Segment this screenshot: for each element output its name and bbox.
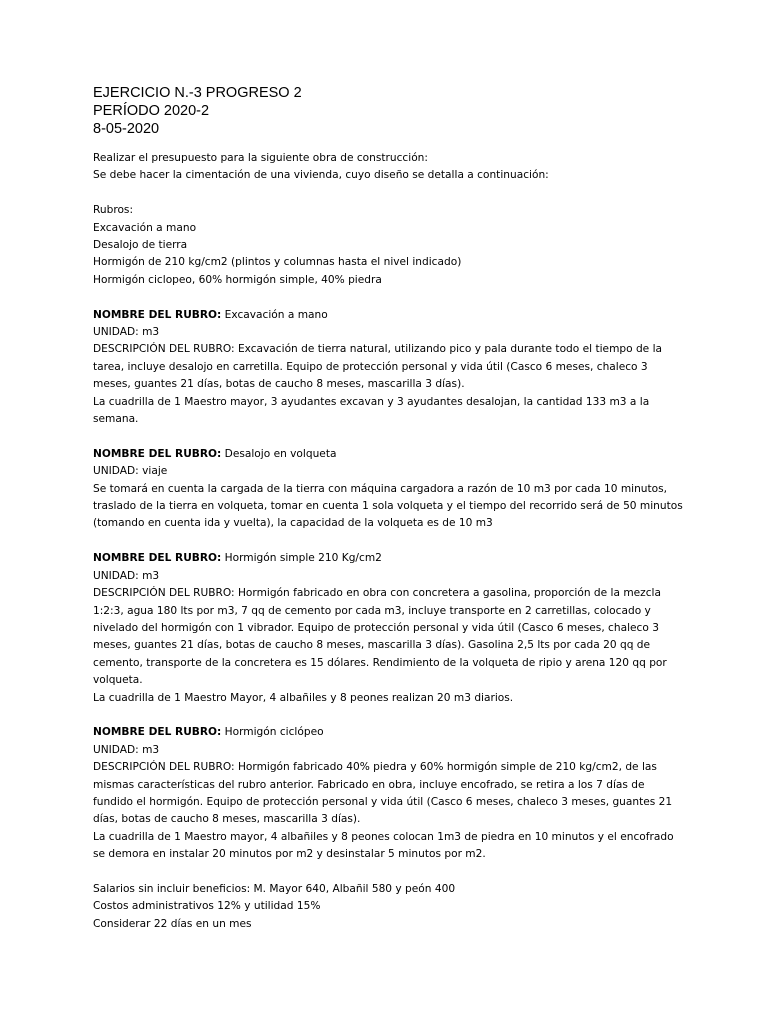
rubro-name: Hormigón ciclópeo: [221, 726, 324, 739]
rubro-title: NOMBRE DEL RUBRO: Desalojo en volqueta: [93, 447, 337, 460]
rubro-title: NOMBRE DEL RUBRO: Hormigón ciclópeo: [93, 726, 324, 739]
rubro-line: tarea, incluye desalojo en carretilla. Equipo de protección personal y vida útil (Casco 6 meses, chaleco 3: [93, 360, 648, 373]
rubros-item: Hormigón ciclopeo, 60% hormigón simple, 40% piedra: [93, 273, 382, 286]
rubro-line: fundido el hormigón. Equipo de protección personal y vida útil (Casco 6 meses, chaleco 3 meses, guantes 21: [93, 795, 673, 808]
rubro-line: La cuadrilla de 1 Maestro mayor, 4 albañiles y 8 peones colocan 1m3 de piedra en 10 minutos y el encofrado: [93, 830, 674, 843]
rubro-title: NOMBRE DEL RUBRO: Excavación a mano: [93, 308, 328, 321]
rubro-name: Hormigón simple 210 Kg/cm2: [221, 552, 382, 565]
rubro-line: volqueta.: [93, 674, 143, 687]
intro-line: Se debe hacer la cimentación de una vivienda, cuyo diseño se detalla a continuación:: [93, 169, 549, 182]
rubro-line: traslado de la tierra en volqueta, tomar en cuenta 1 sola volqueta y el tiempo del recorrido será de 50 minutos: [93, 500, 683, 513]
rubro-line: nivelado del hormigón con 1 vibrador. Equipo de protección personal y vida útil (Casco 6 meses, chaleco 3: [93, 621, 659, 634]
rubro-title: NOMBRE DEL RUBRO: Hormigón simple 210 Kg/cm2: [93, 552, 382, 565]
rubro-line: UNIDAD: m3: [93, 326, 160, 339]
exercise-title: EJERCICIO N.-3 PROGRESO 2: [93, 85, 302, 101]
costs-note: Costos administrativos 12% y utilidad 15%: [93, 900, 321, 913]
rubro-line: La cuadrilla de 1 Maestro mayor, 3 ayudantes excavan y 3 ayudantes desalojan, la cantidad 133 m3 a la: [93, 395, 650, 408]
rubro-line: se demora en instalar 20 minutos por m2 y desinstalar 5 minutos por m2.: [93, 848, 486, 861]
salaries-note: Salarios sin incluir beneficios: M. Mayor 640, Albañil 580 y peón 400: [93, 882, 456, 895]
rubro-line: semana.: [93, 413, 139, 426]
rubro-line: 1:2:3, agua 180 lts por m3, 7 qq de cemento por cada m3, incluye transporte en 2 carretillas, colocado y: [93, 604, 651, 617]
date-line: 8-05-2020: [93, 121, 160, 137]
rubro-label: NOMBRE DEL RUBRO: [93, 552, 218, 565]
rubro-line: UNIDAD: viaje: [93, 465, 168, 478]
rubro-name: Desalojo en volqueta: [221, 447, 337, 460]
rubro-line: UNIDAD: m3: [93, 569, 160, 582]
rubro-line: mismas características del rubro anterior. Fabricado en obra, incluye encofrado, se retira a los 7 días de: [93, 778, 645, 791]
rubro-label: NOMBRE DEL RUBRO: [93, 308, 218, 321]
rubros-item: Desalojo de tierra: [93, 239, 188, 252]
rubro-name: Excavación a mano: [221, 308, 328, 321]
rubro-label: NOMBRE DEL RUBRO: [93, 726, 218, 739]
rubro-line: (tomando en cuenta ida y vuelta), la capacidad de la volqueta es de 10 m3: [93, 517, 493, 530]
rubro-line: Se tomará en cuenta la cargada de la tierra con máquina cargadora a razón de 10 m3 por cada 10 minutos,: [93, 482, 668, 495]
rubro-line: UNIDAD: m3: [93, 743, 160, 756]
rubro-line: DESCRIPCIÓN DEL RUBRO: Excavación de tierra natural, utilizando pico y pala durante todo el tiempo de la: [93, 343, 663, 356]
period-line: PERÍODO 2020-2: [93, 103, 210, 119]
rubros-heading: Rubros:: [93, 204, 134, 217]
intro-line: Realizar el presupuesto para la siguiente obra de construcción:: [93, 152, 428, 164]
rubro-line: DESCRIPCIÓN DEL RUBRO: Hormigón fabricado 40% piedra y 60% hormigón simple de 210 kg/cm2, de las: [93, 761, 657, 774]
rubro-line: días, botas de caucho 8 meses, mascarilla 3 días).: [93, 813, 361, 826]
rubro-line: La cuadrilla de 1 Maestro Mayor, 4 albañiles y 8 peones realizan 20 m3 diarios.: [93, 691, 514, 704]
rubro-line: meses, guantes 21 días, botas de caucho 8 meses, mascarilla 3 días). Gasolina 2,5 lts por cada 20 qq de: [93, 639, 651, 652]
document-page: [93, 84, 713, 933]
rubro-line: cemento, transporte de la concretera es 15 dólares. Rendimiento de la volqueta de ripio y arena 120 qq por: [93, 656, 667, 669]
rubros-item: Hormigón de 210 kg/cm2 (plintos y columnas hasta el nivel indicado): [93, 256, 462, 269]
rubro-label: NOMBRE DEL RUBRO: [93, 447, 218, 460]
rubros-item: Excavación a mano: [93, 221, 197, 234]
rubro-line: DESCRIPCIÓN DEL RUBRO: Hormigón fabricado en obra con concretera a gasolina, proporción de la mezcla: [93, 587, 661, 600]
days-note: Considerar 22 días en un mes: [93, 917, 252, 930]
rubro-line: meses, guantes 21 días, botas de caucho 8 meses, mascarilla 3 días).: [93, 378, 465, 391]
